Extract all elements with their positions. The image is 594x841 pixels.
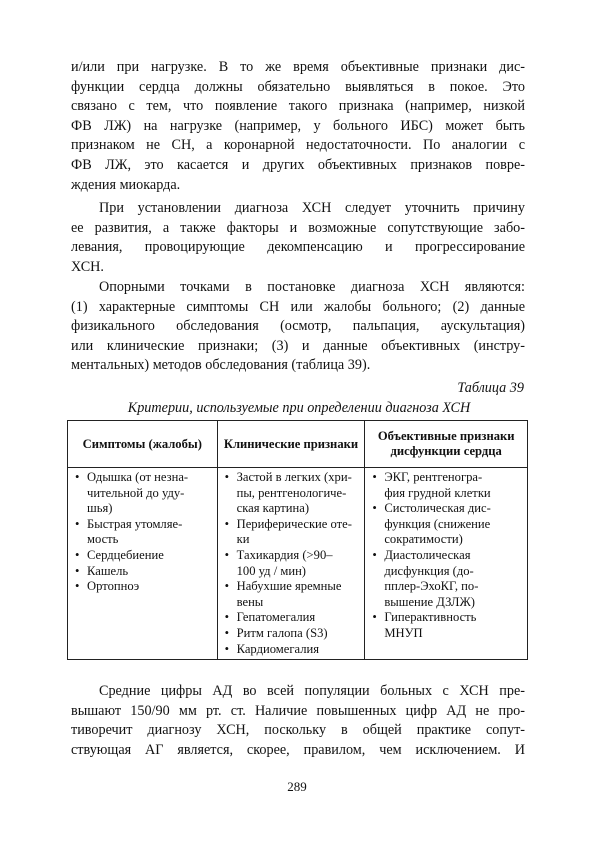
clinical-signs-cell [217,468,365,660]
list-item-text: МНУП [384,625,423,640]
list-item-text: вены [236,594,264,609]
symptoms-list [72,470,213,595]
list-item [222,579,361,610]
page-number: 289 [287,779,307,794]
list-item-text: Гиперактивность [384,610,477,625]
list-item-text: шья) [87,501,113,516]
text-line: (1) характерные симптомы СН или жалобы больного; (2) данные [71,298,525,315]
list-item [222,626,361,642]
header-clinical-signs: Клинические признаки [217,421,365,468]
text-line: вышают 150/90 мм рт. ст. Наличие повышенных цифр АД не про- [71,702,525,719]
text-line: ментальных) методов обследования (таблица 39). [71,357,371,374]
list-item-text: Кашель [87,563,129,578]
list-item [222,470,361,517]
list-item-text: фия грудной клетки [384,485,491,500]
text-line: Средние цифры АД во всей популяции больных с ХСН пре- [99,683,525,699]
text-line: Опорными точками в постановке диагноза ХСН являются: [99,279,525,295]
list-item-text: Тахикардия (>90– [236,547,333,562]
text-line: функции сердца должны обязательно выявляться в покое. Это [71,78,525,95]
header-symptoms: Симптомы (жалобы) [68,421,218,468]
list-item-text: Гепатомегалия [236,610,316,625]
list-item-text: Быстрая утомляе- [87,516,183,531]
text-line: признаком не СН, а коронарной недостаточности. По аналогии с [71,137,525,154]
list-item [369,548,523,610]
list-item [72,470,213,517]
list-item-text: Набухшие яремные [236,579,342,594]
objective-signs-cell [365,468,528,660]
text-line: тиворечит диагнозу ХСН, поскольку в общей практике сопут- [71,722,525,739]
list-item-text: Систолическая дис- [384,501,491,516]
text-line: ждения миокарда. [71,176,181,193]
text-line: левания, провоцирующие декомпенсацию и прогрессирование [71,239,525,256]
list-item-text: Сердцебиение [87,547,164,562]
list-item [72,517,213,548]
paragraph-2 [71,199,525,277]
table-header-row [68,421,528,468]
list-item-text: пплер-ЭхоКГ, по- [384,579,479,594]
list-item-text: Ортопноэ [87,579,140,594]
symptoms-cell [68,468,218,660]
paragraph-3 [71,278,525,376]
list-item [369,470,523,501]
list-item-text: мость [87,532,119,547]
list-item-text: 100 уд / мин) [236,563,306,578]
list-item-text: чительной до уду- [87,485,185,500]
list-item-text: пы, рентгенологиче- [236,485,347,500]
list-item [72,564,213,580]
criteria-table [67,420,528,660]
text-line: ФВ ЛЖ) на нагрузке (например, у больного ИБС) может быть [71,117,525,134]
paragraph-4 [71,682,525,760]
text-line: физикального обследования (осмотр, пальпация, аускультация) [71,318,525,335]
list-item [222,642,361,658]
list-item-text: функция (снижение [384,516,491,531]
list-item [369,610,523,641]
table-row [68,468,528,660]
text-line: ФВ ЛЖ, это касается и других объективных признаков повре- [71,156,525,173]
list-item-text: Диастолическая [384,547,471,562]
list-item [72,548,213,564]
list-item-text: сократимости) [384,532,463,547]
text-line: связано с тем, что появление такого признака (например, низкой [71,98,525,115]
header-objective-signs: Объективные признаки дисфункции сердца [365,421,528,468]
list-item-text: Кардиомегалия [236,641,320,656]
list-item-text: ки [236,532,250,547]
list-item [222,517,361,548]
list-item-text: ская картина) [236,501,310,516]
text-line: ее развития, а также факторы и возможные сопутствующие забо- [71,219,525,236]
text-line: ХСН. [71,258,104,275]
list-item-text: Застой в легких (хри- [236,470,352,484]
text-line: При установлении диагноза ХСН следует уточнить причину [99,200,525,216]
table-number: Таблица 39 [457,380,524,396]
paragraph-1 [71,58,525,195]
list-item-text: Ритм галопа (S3) [236,625,328,640]
list-item-text: дисфункция (до- [384,563,474,578]
list-item [222,548,361,579]
list-item [369,501,523,548]
clinical-signs-list [222,470,361,657]
text-line: ствующая АГ является, скорее, правилом, чем исключением. И [71,741,525,758]
list-item-text: вышение ДЗЛЖ) [384,594,475,609]
list-item [222,610,361,626]
list-item-text: Периферические оте- [236,516,352,531]
text-line: или клинические признаки; (3) и данные объективных (инстру- [71,337,525,354]
list-item-text: Одышка (от незна- [87,470,189,484]
table-caption: Критерии, используемые при определении диагноза ХСН [127,400,471,416]
list-item-text: ЭКГ, рентгеногра- [384,470,483,484]
text-line: и/или при нагрузке. В то же время объективные признаки дис- [71,59,525,75]
objective-signs-list [369,470,523,642]
list-item [72,579,213,595]
